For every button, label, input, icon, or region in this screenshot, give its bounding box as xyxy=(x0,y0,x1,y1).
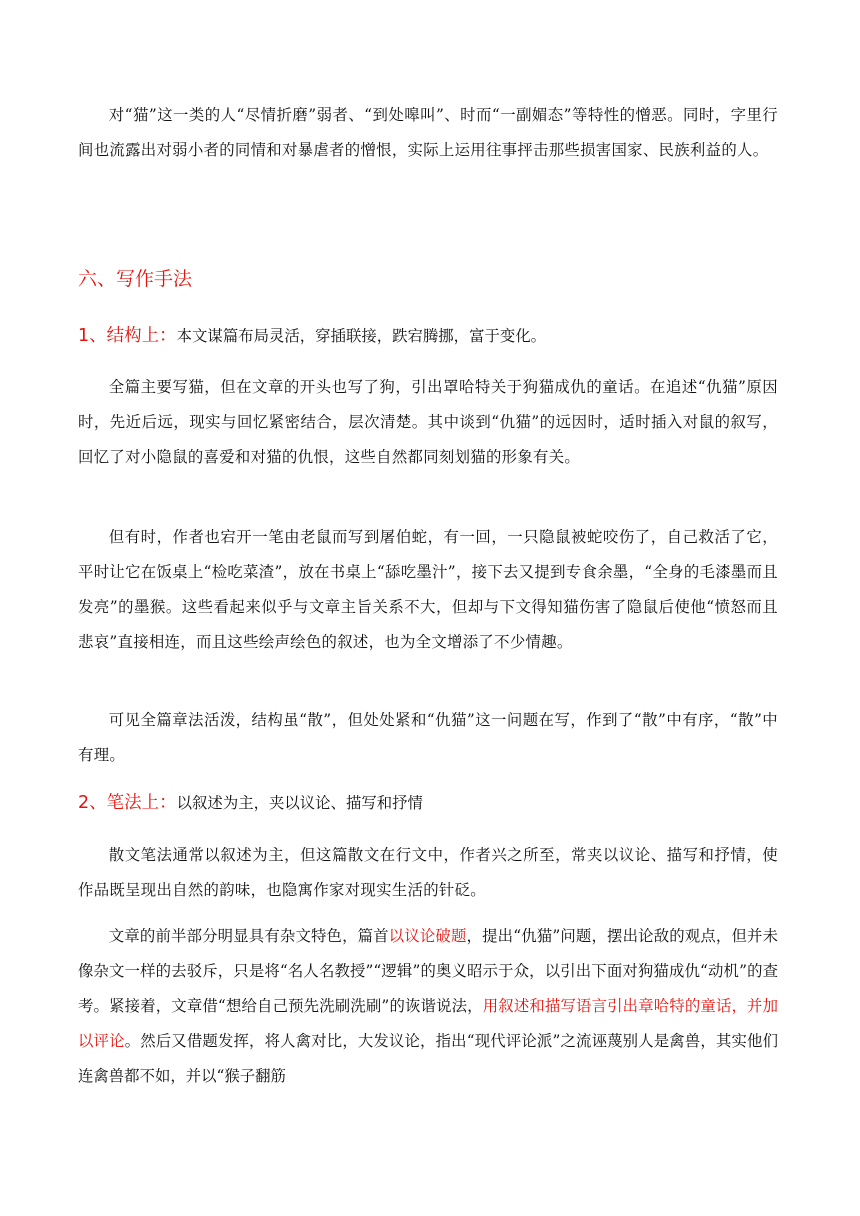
p5-text-e: 。然后又借题发挥，将人禽对比，大发议论，指出“现代评论派”之流诬蔑别人是禽兽，其实他们连禽兽都不如，并以“猴子翻筋 xyxy=(78,1032,778,1085)
paragraph-brushwork-2 xyxy=(78,919,778,1094)
brushwork-text: 以叙述为主，夹以议论、描写和抒情 xyxy=(176,794,423,812)
section-heading-writing-techniques: 六、写作手法 xyxy=(78,268,193,290)
highlight-argument-opening: 以议论破题 xyxy=(388,927,467,945)
highlight-narration-description: 用叙述和描写语言引出章哈特的童话，并加以评论 xyxy=(78,997,778,1050)
paragraph-structure-3: 可见全篇章法活泼，结构虽“散”，但处处紧和“仇猫”这一问题在写，作到了“散”中有序，“散”中有理。 xyxy=(78,711,778,764)
structure-label: 1、结构上： xyxy=(78,326,177,346)
paragraph-structure-2: 但有时，作者也宕开一笔由老鼠而写到屠伯蛇，有一回，一只隐鼠被蛇咬伤了，自己救活了它，平时让它在饭桌上“检吃菜渣”，放在书桌上“舔吃墨汁”，接下去又提到专食余墨，“全身的毛漆墨而且发亮”的墨猴。这些看起来似乎与文章主旨关系不大，但却与下文得知猫伤害了隐鼠后使他“愤怒而且悲哀”直接相连，而且这些绘声绘色的叙述，也为全文增添了不少情趣。 xyxy=(78,528,778,651)
structure-text: 本文谋篇布局灵活，穿插联接，跌宕腾挪，富于变化。 xyxy=(176,327,547,345)
subheading-structure xyxy=(78,319,546,354)
p5-text-c: ，提出“仇猫”问题，摆出论敌的观点，但并未像杂文一样的去驳斥，只是将“名人名教授”“逻辑”的奥义昭示于众，以引出下面对狗猫成仇“动机”的查考。紧接着，文章借“想给自己预先洗刷洗刷”的诙谐说法， xyxy=(78,927,778,1015)
p5-text-a: 文章的前半部分明显具有杂文特色，篇首 xyxy=(108,927,389,945)
subheading-brushwork xyxy=(78,786,423,821)
paragraph-brushwork-1: 散文笔法通常以叙述为主，但这篇散文在行文中，作者兴之所至，常夹以议论、描写和抒情，使作品既呈现出自然的韵味，也隐寓作家对现实生活的针砭。 xyxy=(78,846,778,899)
paragraph-cat-hatred: 对“猫”这一类的人“尽情折磨”弱者、“到处嗥叫”、时而“一副媚态”等特性的憎恶。同时，字里行间也流露出对弱小者的同情和对暴虐者的憎恨，实际上运用往事抨击那些损害国家、民族利益的人。 xyxy=(78,106,778,159)
paragraph-structure-1: 全篇主要写猫，但在文章的开头也写了狗，引出罩哈特关于狗猫成仇的童话。在追述“仇猫”原因时，先近后远，现实与回忆紧密结合，层次清楚。其中谈到“仇猫”的远因时，适时插入对鼠的叙写，回忆了对小隐鼠的喜爱和对猫的仇恨，这些自然都同刻划猫的形象有关。 xyxy=(78,378,778,466)
brushwork-label: 2、笔法上： xyxy=(78,793,177,813)
